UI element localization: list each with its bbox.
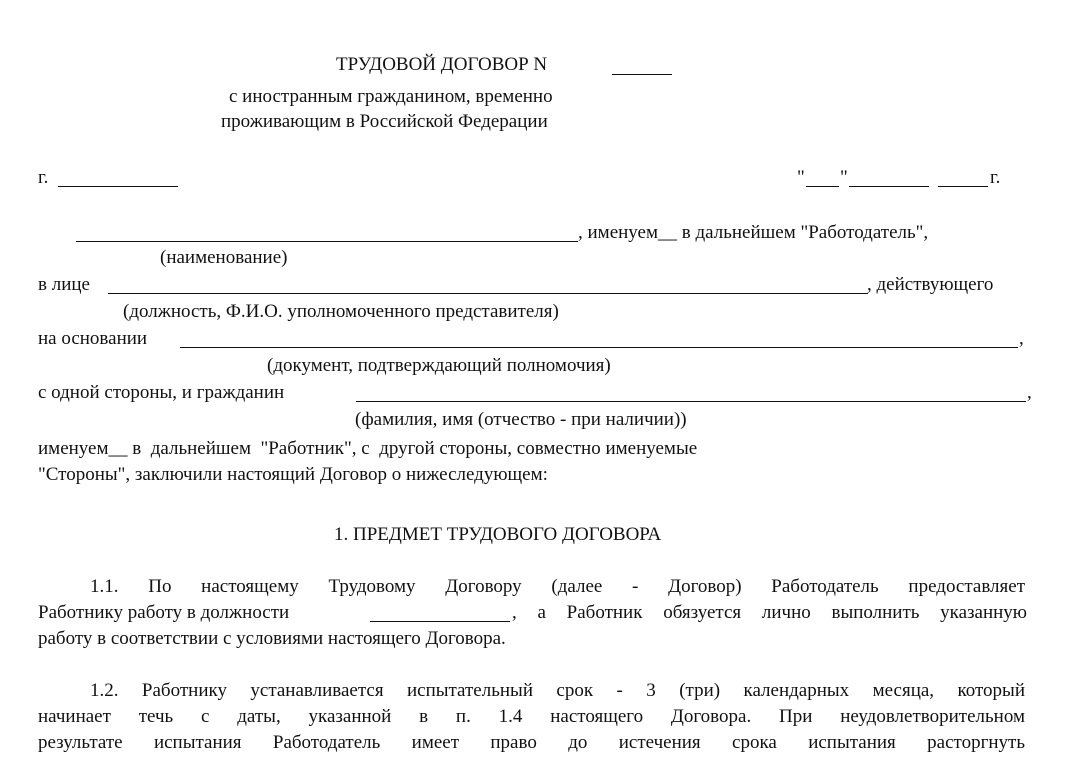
employer-name-blank (76, 241, 578, 242)
section-1-heading: 1. ПРЕДМЕТ ТРУДОВОГО ДОГОВОРА (334, 524, 662, 545)
acting-suffix: , действующего (867, 274, 994, 295)
basis-prefix: на основании (38, 328, 148, 349)
citizen-prefix: с одной стороны, и гражданин (38, 382, 285, 403)
document-title: ТРУДОВОЙ ДОГОВОР N (336, 54, 548, 75)
city-prefix: г. (38, 167, 49, 188)
contract-number-blank (612, 74, 672, 75)
named-employee-line: именуем__ в дальнейшем "Работник", с другой стороны, совместно именуемые (38, 438, 698, 459)
date-day-blank (806, 186, 839, 187)
p11-line-1: 1.1. По настоящему Трудовому Договору (далее - Договор) Работодатель предоставляет (90, 576, 1025, 597)
caption-name: (наименование) (160, 247, 288, 268)
date-quote-close: " (840, 167, 848, 188)
subtitle-line-1: с иностранным гражданином, временно (229, 86, 553, 107)
parties-line: "Стороны", заключили настоящий Договор о нижеследующем: (38, 464, 548, 485)
subtitle-line-2: проживающим в Российской Федерации (221, 111, 548, 132)
date-year-suffix: г. (990, 167, 1001, 188)
citizen-comma: , (1027, 382, 1032, 403)
caption-position: (должность, Ф.И.О. уполномоченного представителя) (123, 301, 559, 322)
p12-line-2: начинает течь с даты, указанной в п. 1.4 настоящего Договора. При неудовлетворительном (38, 706, 1025, 727)
p11-line-2a: Работнику работу в должности (38, 602, 290, 623)
p12-line-1: 1.2. Работнику устанавливается испытательный срок - 3 (три) календарных месяца, который (90, 680, 1025, 701)
date-quote-open: " (797, 167, 805, 188)
in-person-prefix: в лице (38, 274, 90, 295)
employer-named-text: , именуем__ в дальнейшем "Работодатель", (578, 222, 929, 243)
p11-line-2b: , а Работник обязуется лично выполнить указанную (512, 602, 1027, 623)
caption-document: (документ, подтверждающий полномочия) (267, 355, 611, 376)
city-blank (58, 186, 178, 187)
p12-line-3: результате испытания Работодатель имеет право до истечения срока испытания расторгнуть (38, 732, 1025, 753)
basis-blank (180, 347, 1018, 348)
position-blank (370, 621, 510, 622)
citizen-blank (356, 401, 1026, 402)
p11-line-3: работу в соответствии с условиями настоящего Договора. (38, 628, 506, 649)
caption-fio: (фамилия, имя (отчество - при наличии)) (355, 409, 687, 430)
date-year-blank (938, 186, 988, 187)
date-month-blank (849, 186, 929, 187)
representative-blank (108, 293, 868, 294)
basis-comma: , (1019, 328, 1024, 349)
